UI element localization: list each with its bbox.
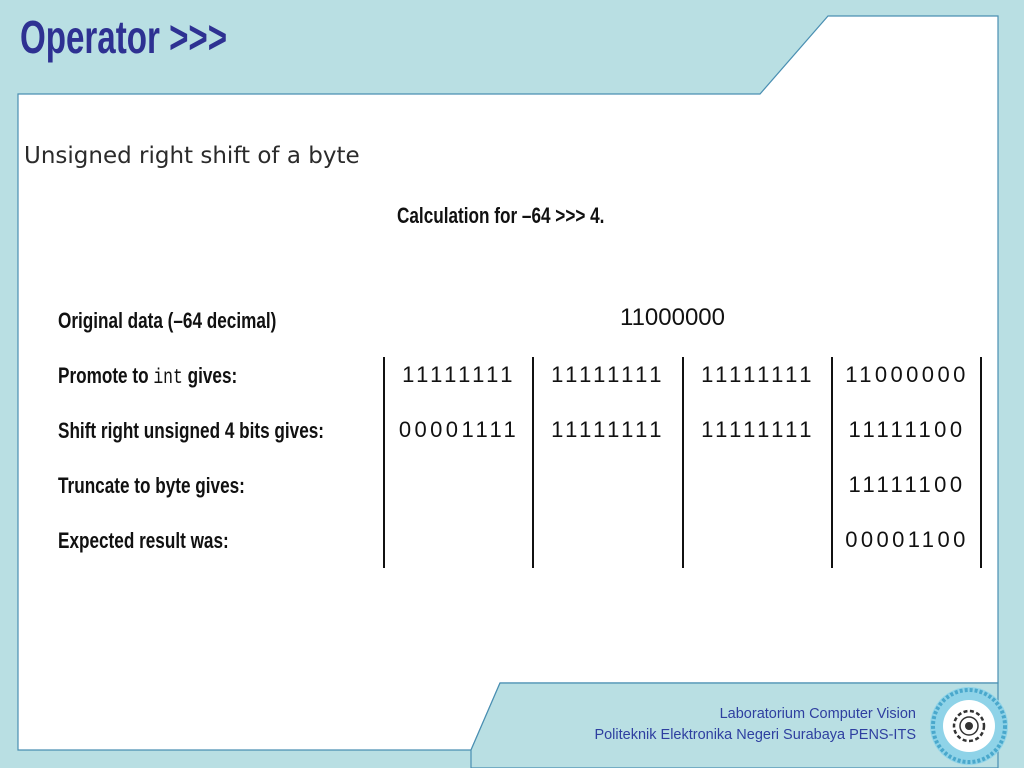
byte-divider — [532, 357, 534, 568]
byte-divider — [383, 357, 385, 568]
slide-title: Operator >>> — [20, 11, 228, 63]
bits-cell: 11111111 — [551, 362, 665, 387]
footer-tab — [471, 683, 998, 768]
bits-cell: 00001111 — [398, 417, 520, 442]
bits-cell: 11111111 — [402, 362, 516, 387]
calculation-heading: Calculation for –64 >>> 4. — [397, 203, 605, 228]
bits-cell: 11111111 — [701, 362, 815, 387]
bits-cell: 11111111 — [551, 417, 665, 442]
row-label-expected: Expected result was: — [58, 528, 229, 553]
footer-lab-name: Laboratorium Computer Vision — [719, 706, 916, 722]
row-label-shift: Shift right unsigned 4 bits gives: — [58, 418, 325, 443]
row-label-original: Original data (–64 decimal) — [58, 308, 277, 333]
bits-cell: 00001100 — [845, 527, 969, 552]
row-label-promote: Promote to int gives: — [58, 363, 238, 390]
pens-its-logo-icon — [927, 686, 1011, 766]
bits-cell: 11111111 — [701, 417, 815, 442]
byte-divider — [831, 357, 833, 568]
int-keyword: int — [153, 367, 183, 390]
bits-cell: 11111100 — [848, 417, 966, 442]
bits-cell: 11000000 — [845, 362, 969, 387]
footer-institution: Politeknik Elektronika Negeri Surabaya PENS-ITS — [594, 727, 916, 743]
subtitle: Unsigned right shift of a byte — [24, 143, 360, 169]
original-value: 11000000 — [620, 304, 725, 331]
bits-cell: 11111100 — [848, 472, 966, 497]
byte-divider — [682, 357, 684, 568]
byte-divider — [980, 357, 982, 568]
row-label-truncate: Truncate to byte gives: — [58, 473, 245, 498]
